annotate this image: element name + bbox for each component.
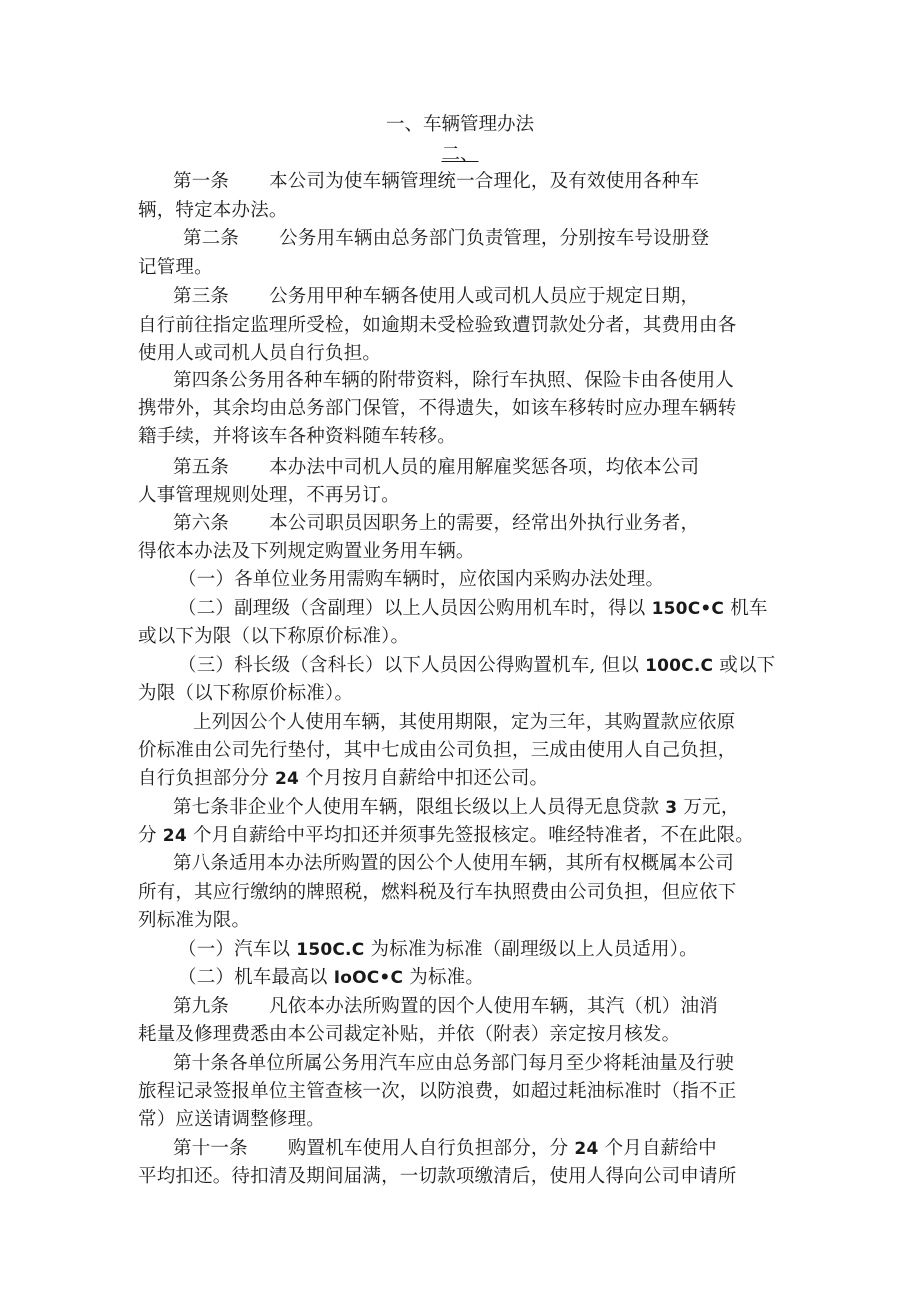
item-3-text: （三）科长级（含科长）以下人员因公得购置机车, 但以 (178, 655, 639, 676)
article-5-line-2: 人事管理规则处理，不再另订。 (138, 485, 400, 506)
article-7-text: 第七条非企业个人使用车辆，限组长级以上人员得无息贷款 (173, 797, 660, 818)
item-2-text: （二）副理级（含副理）以上人员因公购用机车时，得以 (178, 598, 646, 619)
article-10-line-3: 常）应送请调整修理。 (138, 1109, 326, 1130)
article-11-text: 购置机车使用人自行负担部分，分 (287, 1138, 569, 1159)
article-6-para-line-1: 上列因公个人使用车辆，其使用期限，定为三年，其购置款应依原 (193, 712, 736, 733)
article-6-text: 本公司职员因职务上的需要，经常出外执行业务者， (269, 513, 700, 534)
article-9-label: 第九条 (173, 996, 230, 1017)
article-1-text: 本公司为使车辆管理统一合理化，及有效使用各种车 (269, 171, 700, 192)
article-3-line-3: 使用人或司机人员自行负担。 (138, 343, 382, 364)
article-6-item-2-line-1 (178, 597, 768, 621)
article-8-item-1 (178, 938, 698, 962)
article-11-line-1 (173, 1137, 717, 1161)
article-7-months: 24 (162, 826, 187, 846)
article-3-label: 第三条 (173, 286, 230, 307)
article-2-label: 第二条 (183, 228, 240, 249)
article-8-item-1-engine-size: 150C.C (296, 940, 365, 960)
article-10-line-2: 旅程记录签报单位主管查核一次，以防浪费，如超过耗油标准时（指不正 (138, 1081, 737, 1102)
article-5-label: 第五条 (173, 457, 230, 478)
article-10-line-1: 第十条各单位所属公务用汽车应由总务部门每月至少将耗油量及行驶 (173, 1053, 735, 1074)
article-1-line-1 (173, 170, 699, 194)
article-9-line-2: 耗量及修理费悉由本公司裁定补贴，并依（附表）亲定按月核发。 (138, 1024, 681, 1045)
article-4-line-3: 籍手续，并将该车各种资料随车转移。 (138, 426, 456, 447)
article-2-line-2: 记管理。 (138, 257, 213, 278)
article-6-para-line-2: 价标准由公司先行垫付，其中七成由公司负担，三成由使用人自己负担， (138, 740, 737, 761)
article-4-line-2: 携带外，其余均由总务部门保管，不得遗失，如该车移转时应办理车辆转 (138, 398, 737, 419)
article-4-line-1: 第四条公务用各种车辆的附带资料，除行车执照、保险卡由各使用人 (173, 370, 735, 391)
item-2-text-end: 机车 (730, 598, 768, 619)
article-11-months: 24 (574, 1139, 599, 1159)
article-6-item-3-line-2: 为限（以下称原价标准）。 (138, 683, 354, 704)
article-3-text: 公务用甲种车辆各使用人或司机人员应于规定日期， (269, 286, 700, 307)
article-7-line-2 (138, 824, 754, 848)
article-3-line-1 (173, 285, 699, 309)
article-6-para-line-3 (138, 767, 548, 791)
article-7-line-1 (173, 796, 740, 820)
article-8-item-2-text: （二）机车最高以 (178, 967, 328, 988)
article-7-text-2: 分 (138, 825, 157, 846)
article-9-line-1 (173, 995, 718, 1019)
article-9-text: 凡依本办法所购置的因个人使用车辆，其汽（机）油消 (269, 996, 718, 1017)
article-8-item-1-text-end: 为标准为标准（副理级以上人员适用）。 (370, 939, 698, 960)
article-7-amount: 3 (665, 798, 678, 818)
document-title: 一、车辆管理办法 (385, 114, 534, 135)
article-8-line-2: 所有，其应行缴纳的牌照税，燃料税及行车执照费由公司负担，但应依下 (138, 882, 737, 903)
article-8-item-2-engine-size: IoOC•C (333, 968, 404, 988)
article-11-text-end: 个月自薪给中 (604, 1138, 717, 1159)
article-8-item-2-text-end: 为标准。 (409, 967, 485, 988)
article-8-line-1: 第八条适用本办法所购置的因公个人使用车辆，其所有权概属本公司 (173, 853, 735, 874)
article-5-text: 本办法中司机人员的雇用解雇奖惩各项，均依本公司 (269, 457, 700, 478)
article-7-text-3: 个月自薪给中平均扣还并须事先签报核定。唯经特准者，不在此限。 (192, 825, 754, 846)
item-3-engine-size: 100C.C (645, 656, 714, 676)
article-2-text: 公务用车辆由总务部门负责管理，分别按车号设册登 (279, 228, 710, 249)
document-subtitle: 二、 (441, 144, 479, 165)
article-8-item-1-text: （一）汽车以 (178, 939, 291, 960)
article-6-item-2-line-2: 或以下为限（以下称原价标准）。 (138, 626, 410, 647)
article-6-line-2: 得依本办法及下列规定购置业务用车辆。 (138, 541, 475, 562)
article-2-line-1 (183, 227, 709, 251)
para-months: 24 (275, 769, 300, 789)
item-2-engine-size: 150C•C (651, 599, 725, 619)
article-5-line-1 (173, 456, 699, 480)
para-text: 自行负担部分分 (138, 768, 269, 789)
article-1-label: 第一条 (173, 171, 230, 192)
para-text-end: 个月按月自薪给中扣还公司。 (305, 768, 549, 789)
article-11-label: 第十一条 (173, 1138, 248, 1159)
article-11-line-2: 平均扣还。待扣清及期间届满，一切款项缴清后，使用人得向公司申请所 (138, 1166, 737, 1187)
article-1-line-2: 辆，特定本办法。 (138, 200, 288, 221)
article-6-line-1 (173, 512, 699, 536)
article-3-line-2: 自行前往指定监理所受检，如逾期未受检验致遭罚款处分者，其费用由各 (138, 315, 737, 336)
article-7-unit: 万元， (683, 797, 740, 818)
article-8-item-2 (178, 966, 484, 990)
article-8-line-3: 列标准为限。 (138, 910, 251, 931)
item-3-text-end: 或以下 (719, 655, 776, 676)
article-6-item-3-line-1 (178, 654, 775, 678)
article-6-label: 第六条 (173, 513, 230, 534)
article-6-item-1: （一）各单位业务用需购车辆时，应依国内采购办法处理。 (178, 569, 665, 590)
